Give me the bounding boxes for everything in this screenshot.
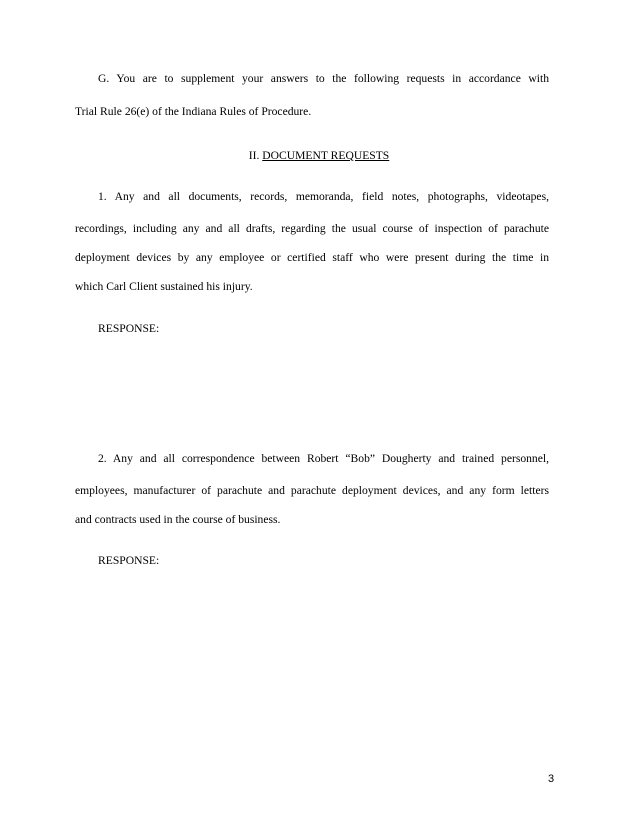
instruction-g-line-1: G. You are to supplement your answers to the following requests in accordance with bbox=[98, 72, 549, 85]
instruction-g-line-2: Trial Rule 26(e) of the Indiana Rules of Procedure. bbox=[75, 105, 312, 118]
request-1-response-label: RESPONSE: bbox=[98, 322, 160, 335]
request-2-response-label: RESPONSE: bbox=[98, 554, 160, 567]
request-2-line-2: employees, manufacturer of parachute and parachute deployment devices, and any form letters bbox=[75, 484, 549, 497]
request-2-line-1: 2. Any and all correspondence between Robert “Bob” Dougherty and trained personnel, bbox=[98, 452, 549, 465]
request-1-line-3: deployment devices by any employee or certified staff who were present during the time in bbox=[75, 251, 549, 264]
request-1-line-1: 1. Any and all documents, records, memoranda, field notes, photographs, videotapes, bbox=[98, 190, 549, 203]
request-1-line-4: which Carl Client sustained his injury. bbox=[75, 280, 253, 293]
request-2-line-3: and contracts used in the course of business. bbox=[75, 513, 281, 526]
request-1-line-2: recordings, including any and all drafts, regarding the usual course of inspection of parachute bbox=[75, 222, 549, 235]
page-number: 3 bbox=[548, 773, 555, 785]
section-number: II. bbox=[248, 149, 263, 162]
section-title: DOCUMENT REQUESTS bbox=[262, 149, 390, 162]
section-heading bbox=[0, 149, 638, 163]
